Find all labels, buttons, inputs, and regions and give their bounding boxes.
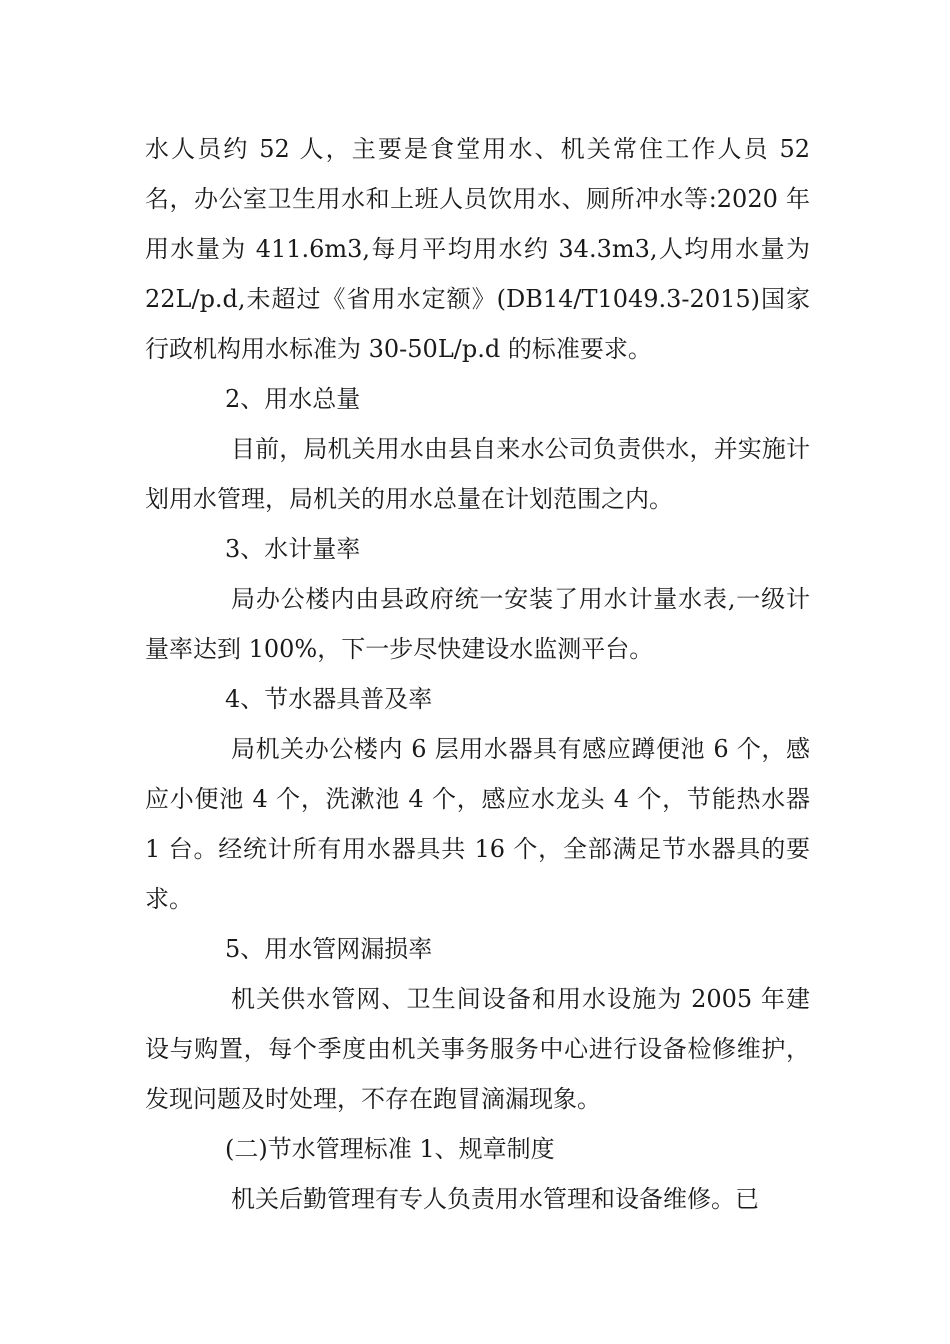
- paragraph-pipe-network: 机关供水管网、卫生间设备和用水设施为 2005 年建设与购置，每个季度由机关事务服务中心进行设备检修维护，发现问题及时处理，不存在跑冒滴漏现象。: [145, 985, 810, 1113]
- heading-pipe-leakage: 5、用水管网漏损率: [225, 935, 433, 963]
- paragraph-logistics-management: 机关后勤管理有专人负责用水管理和设备维修。已: [231, 1185, 759, 1213]
- heading-total-water-use: 2、用水总量: [225, 385, 361, 413]
- document-body: [145, 124, 810, 1224]
- paragraph-metering: 局办公楼内由县政府统一安装了用水计量水表,一级计量率达到 100%，下一步尽快建设水监测平台。: [145, 585, 810, 663]
- paragraph-water-usage-summary: 水人员约 52 人，主要是食堂用水、机关常住工作人员 52 名，办公室卫生用水和上班人员饮用水、厕所冲水等:2020 年用水量为 411.6m3,每月平均用水约 34.3m3,人均用水量为 22L/p.d,未超过《省用水定额》(DB14/T1049.3-2015)国家行政机构用水标准为 30-50L/p.d 的标准要求。: [145, 135, 810, 363]
- heading-fixture-adoption: 4、节水器具普及率: [225, 685, 433, 713]
- heading-management-standards: (二)节水管理标准 1、规章制度: [225, 1135, 555, 1163]
- heading-metering-rate: 3、水计量率: [225, 535, 361, 563]
- paragraph-water-supply: 目前，局机关用水由县自来水公司负责供水，并实施计划用水管理，局机关的用水总量在计划范围之内。: [145, 435, 810, 513]
- paragraph-fixtures: 局机关办公楼内 6 层用水器具有感应蹲便池 6 个，感应小便池 4 个，洗漱池 4 个，感应水龙头 4 个，节能热水器 1 台。经统计所有用水器具共 16 个，全部满足节水器具的要求。: [145, 735, 810, 913]
